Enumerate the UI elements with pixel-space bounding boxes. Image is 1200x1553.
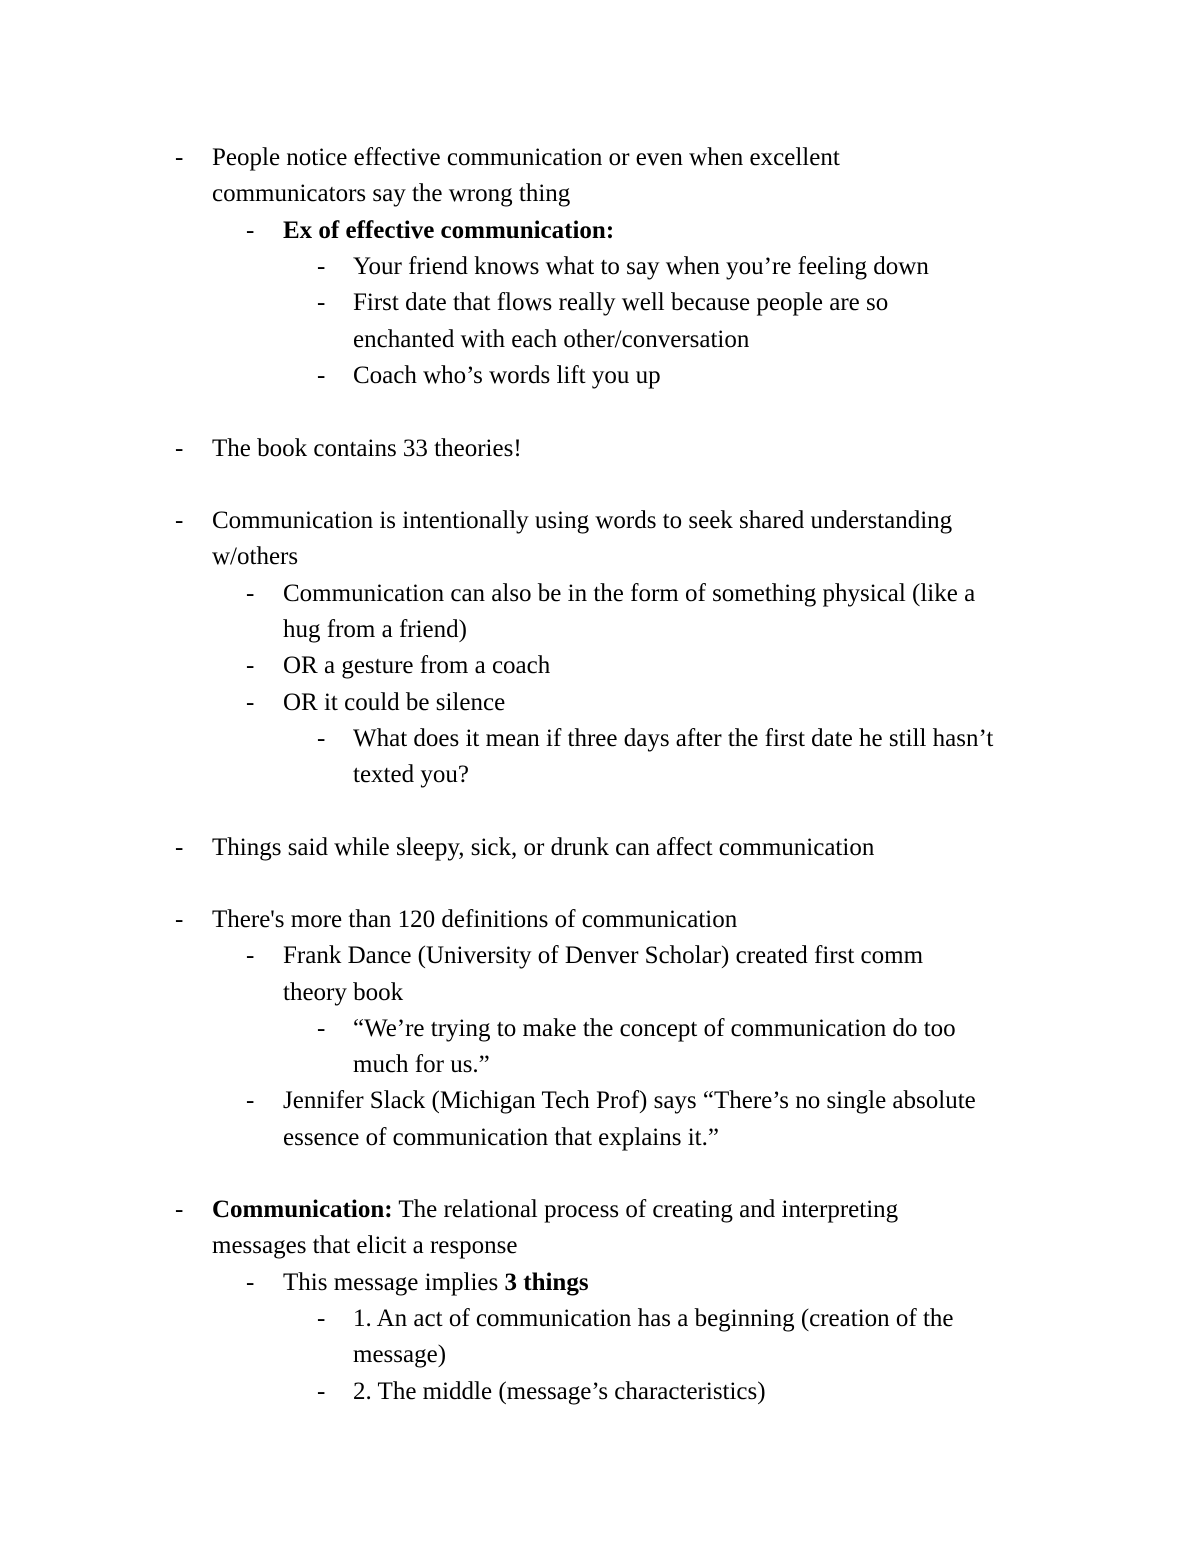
bullet-dash: - — [317, 362, 326, 389]
definition-line — [212, 1192, 898, 1228]
subheading-text: Ex of effective communication: — [283, 217, 615, 244]
quote-text: “We’re trying to make the concept of communication do too — [353, 1015, 956, 1042]
note-text: This message implies — [283, 1269, 505, 1296]
note-text: enchanted with each other/conversation — [353, 326, 750, 353]
bullet-dash: - — [175, 906, 184, 933]
note-text: There's more than 120 definitions of communication — [212, 906, 738, 933]
bullet-dash: - — [317, 289, 326, 316]
note-text: texted you? — [353, 761, 469, 788]
note-text: What does it mean if three days after the first date he still hasn’t — [353, 725, 994, 752]
note-text: Your friend knows what to say when you’re feeling down — [353, 253, 929, 280]
subheading — [283, 213, 614, 249]
note-text: The book contains 33 theories! — [212, 435, 522, 462]
bullet-dash: - — [246, 689, 255, 716]
bullet-dash: - — [246, 942, 255, 969]
note-text: Things said while sleepy, sick, or drunk can affect communication — [212, 834, 875, 861]
note-text: 2. The middle (message’s characteristics) — [353, 1378, 766, 1405]
bullet-dash: - — [175, 834, 184, 861]
note-text: Coach who’s words lift you up — [353, 362, 661, 389]
bullet-dash: - — [175, 435, 184, 462]
note-text: hug from a friend) — [283, 616, 467, 643]
note-text: OR it could be silence — [283, 689, 506, 716]
definition-term: Communication: — [212, 1196, 393, 1223]
note-text: Frank Dance (University of Denver Scholar) created first comm — [283, 942, 924, 969]
note-text: People notice effective communication or even when excellent — [212, 144, 840, 171]
bullet-dash: - — [246, 580, 255, 607]
bullet-dash: - — [175, 144, 184, 171]
note-text: Communication is intentionally using words to seek shared understanding — [212, 507, 953, 534]
note-text: messages that elicit a response — [212, 1232, 518, 1259]
bullet-dash: - — [246, 217, 255, 244]
bullet-dash: - — [317, 1015, 326, 1042]
bullet-dash: - — [317, 1305, 326, 1332]
note-text: theory book — [283, 979, 404, 1006]
note-text: OR a gesture from a coach — [283, 652, 551, 679]
bullet-dash: - — [246, 652, 255, 679]
bullet-dash: - — [175, 507, 184, 534]
note-text: 1. An act of communication has a beginning (creation of the — [353, 1305, 954, 1332]
quote-text: much for us.” — [353, 1051, 490, 1078]
note-text: Communication can also be in the form of something physical (like a — [283, 580, 976, 607]
bullet-dash: - — [317, 725, 326, 752]
note-text: communicators say the wrong thing — [212, 180, 571, 207]
bullet-dash: - — [246, 1087, 255, 1114]
note-text: message) — [353, 1341, 447, 1368]
note-text: Jennifer Slack (Michigan Tech Prof) says “There’s no single absolute — [283, 1087, 976, 1114]
note-text: w/others — [212, 543, 299, 570]
note-text: essence of communication that explains it.” — [283, 1124, 719, 1151]
bullet-dash: - — [246, 1269, 255, 1296]
emphasis-text: 3 things — [504, 1269, 589, 1296]
note-text: First date that flows really well because people are so — [353, 289, 889, 316]
definition-text: The relational process of creating and interpreting — [392, 1196, 899, 1223]
bullet-dash: - — [317, 1378, 326, 1405]
note-line — [283, 1265, 589, 1301]
bullet-dash: - — [317, 253, 326, 280]
bullet-dash: - — [175, 1196, 184, 1223]
